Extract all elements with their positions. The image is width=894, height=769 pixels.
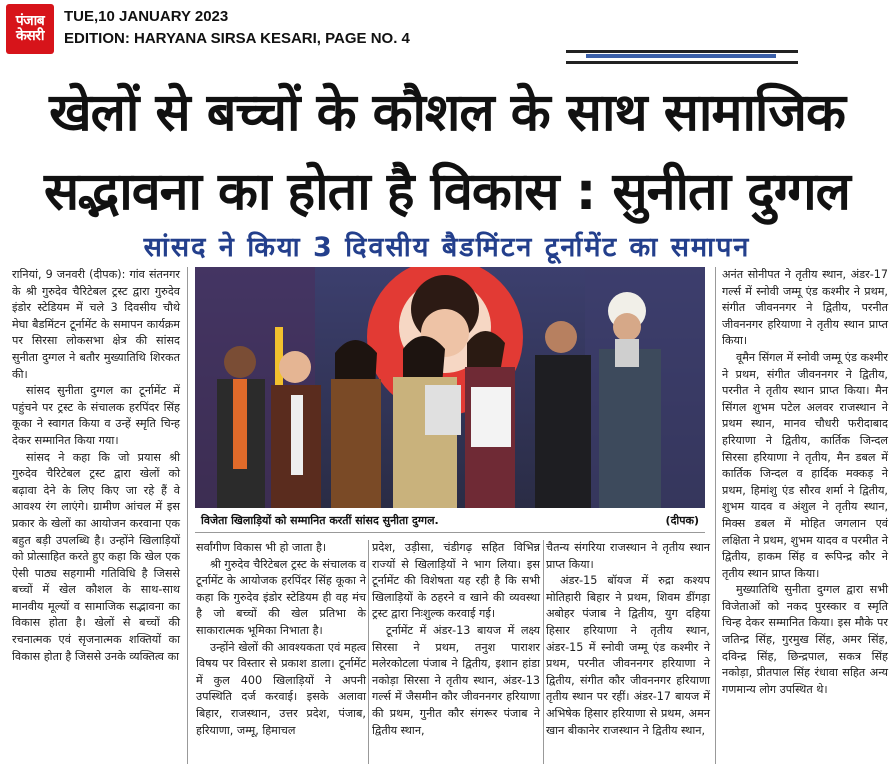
article-paragraph: टूर्नामेंट में अंडर-13 बायज में लक्ष्य सिरसा ने प्रथम, तनुश पाराशर मलेरकोटला पंजाब ने द्वितीय, इशान हांडा नकोड़ा सिरसा ने तृतीय स्थान, अंडर-13 गर्ल्स में जैसमीन कौर जीवननगर हरियाणा की प्रथम, गुनीत कौर संगरूर पंजाब ने द्वितीय स्थान,	[372, 623, 540, 737]
logo-line1: पंजाब	[15, 13, 45, 30]
news-photo	[195, 267, 705, 508]
article-paragraph: उन्होंने खेलों की आवश्यकता एवं महत्व विषय पर विस्तार से प्रकाश डाला। टूर्नामेंट में कुल 400 खिलाड़ियों ने अपनी उपस्थिति दर्ज करवाई। इसके अलावा बिहार, राजस्थान, उत्तर प्रदेश, पंजाब, हरियाणा, जम्मू, हिमाचल	[196, 640, 366, 737]
edition-date: TUE,10 JANUARY 2023	[64, 8, 229, 25]
subheadline: सांसद ने किया 3 दिवसीय बैडमिंटन टूर्नामेंट का समापन	[143, 232, 751, 263]
headline-line1: खेलों से बच्चों के कौशल के साथ सामाजिक	[49, 83, 845, 143]
column-divider	[715, 267, 716, 764]
page-header	[0, 0, 894, 60]
article-paragraph: अंडर-15 बॉयज में रुद्रा कश्यप मोतिहारी बिहार ने प्रथम, शिवम डींगड़ा अबोहर पंजाब ने द्वितीय, युग दहिया हिसार हरियाणा ने तृतीय स्थान, अंडर-15 में स्नोवी जम्मू एंड कश्मीर ने प्रथम, परनीत जीवननगर हरियाणा ने द्वितीय, संगीत कौर जीवननगर हरियाणा तृतीय स्थान पर रहीं। अंडर-17 बायज में अभिषेक हिसार हरियाणा से प्रथम, अमन खान बीकानेर राजस्थान ने द्वितीय स्थान,	[546, 574, 710, 737]
photo-caption-bar	[195, 510, 705, 533]
headline-line2: सद्भावना का होता है विकास : सुनीता दुग्गल	[44, 162, 850, 222]
column-divider	[368, 540, 369, 764]
article-column-5	[722, 267, 888, 698]
article-column-1	[12, 267, 180, 665]
article-column-2	[196, 540, 366, 739]
article-column-3	[372, 540, 540, 739]
article-paragraph: सांसद सुनीता दुग्गल का टूर्नामेंट में पहुंचने पर ट्रस्ट के संचालक हरपिंदर सिंह कूका ने स्वागत किया व उन्हें स्मृति चिन्ह देकर सम्मानित किया गया।	[12, 384, 180, 447]
article-paragraph: सर्वांगीण विकास भी हो जाता है।	[196, 541, 327, 554]
article-paragraph: रानियां, 9 जनवरी (दीपक): गांव संतनगर के श्री गुरुदेव चैरिटेबल ट्रस्ट द्वारा गुरुदेव इंडोर स्टेडियम में चले 3 दिवसीय चौथे मेघा बैडमिंटन टूर्नामेंट के समापन कार्यक्रम पर सिरसा लोकसभा क्षेत्र की सांसद सुनीता दुग्गल ने बतौर मुख्यातिथि शिरकत की।	[12, 268, 180, 381]
article-paragraph: प्रदेश, उड़ीसा, चंडीगढ़ सहित विभिन्न राज्यों से खिलाड़ियों ने भाग लिया। इस टूर्नामेंट की विशेषता यह रही है कि सभी खिलाड़ियों के ठहरने व खाने की व्यवस्था ट्रस्ट द्वारा निःशुल्क करवाई गई।	[372, 541, 540, 621]
punjab-kesari-logo	[6, 4, 54, 54]
article-paragraph: चैतन्य संगरिया राजस्थान ने तृतीय स्थान प्राप्त किया।	[546, 541, 710, 571]
edition-meta	[64, 6, 410, 50]
section-masthead-strip	[566, 50, 798, 64]
photo-credit: (दीपक)	[665, 514, 699, 527]
column-divider	[187, 267, 188, 764]
group-photo-illustration	[195, 267, 705, 508]
column-divider	[543, 540, 544, 764]
logo-line2: केसरी	[15, 28, 45, 44]
article-paragraph: वूमैन सिंगल में स्नोवी जम्मू एंड कश्मीर ने प्रथम, संगीत जीवननगर ने द्वितीय, परनीत ने तृतीय स्थान प्राप्त किया। मैन सिंगल शुभम पटेल अलवर राजस्थान ने प्रथम स्थान, मानव चौधरी फरीदाबाद हरियाणा ने द्वितीय, कार्तिक जिन्दल सिरसा हरियाणा ने तृतीय, मैन डबल में कार्तिक जिन्दल व हार्दिक मक्कड़ ने प्रथम, हिमांशु एंड सौरव शर्मा ने द्वितीय, शुभम यादव व अंशुल ने तृतीय स्थान, मिक्स डबल में मोहित जगलान एवं लक्षिता ने प्रथम, शुभम यादव व परमीत ने द्वितीय, हाकम सिंह व रूपिन्द्र कौर ने तृतीय स्थान प्राप्त किया।	[722, 350, 889, 580]
photo-caption: विजेता खिलाड़ियों को सम्मानित करतीं सांसद सुनीता दुग्गल.	[201, 514, 439, 527]
edition-name: EDITION: HARYANA SIRSA KESARI, PAGE NO. 4	[64, 30, 410, 47]
article-paragraph: मुख्यातिथि सुनीता दुग्गल द्वारा सभी विजेताओं को नकद पुरस्कार व स्मृति चिन्ह देकर सम्मानित किया। इस मौके पर जतिन्द्र सिंह, गुरमुख सिंह, अमर सिंह, दविन्द्र सिंह, छिन्द्रपाल, सकत्र सिंह नकोड़ा, प्रीतपाल सिंह रंधावा सहित अन्य गणमान्य लोग उपस्थित थे।	[722, 583, 888, 696]
article-column-4	[546, 540, 710, 739]
article-paragraph: सांसद ने कहा कि जो प्रयास श्री गुरुदेव चैरिटेबल ट्रस्ट द्वारा खेलों को बढ़ावा देने के लिए किए जा रहे हैं वे आवश्य रंग लाएंगे। ग्रामीण आंचल में इस प्रकार के खेलों का आयोजन करवाना एक बहुत बड़ी उपलब्धि है। उन्होंने खिलाड़ियों को प्रोत्साहित करते हुए कहा कि खेल एक ऐसी पाठ्य सहगामी गतिविधि है जिससे बच्चों में खेल कौशल के साथ-साथ मानवीय मूल्यों व सामाजिक सद्भावना का विकास होता है। खेलों से बच्चों की रचनात्मक एवं सृजनात्मक शक्तियों का विकास होता है जिससे उनके व्यक्तित्व का	[12, 450, 180, 663]
article-paragraph: अनंत सोनीपत ने तृतीय स्थान, अंडर-17 गर्ल्स में स्नोवी जम्मू एंड कश्मीर ने प्रथम, संगीत जीवननगर ने द्वितीय, परनीत जीवननगर हरियाणा ने तृतीय स्थान प्राप्त किया।	[722, 268, 888, 348]
article-paragraph: श्री गुरुदेव चैरिटेबल ट्रस्ट के संचालक व टूर्नामेंट के आयोजक हरपिंदर सिंह कूका ने कहा कि गुरुदेव इंडोर स्टेडियम ही वह मंच है जो बच्चों की खेल प्रतिभा के साकारात्मक भूमिका निभाता है।	[196, 557, 366, 637]
